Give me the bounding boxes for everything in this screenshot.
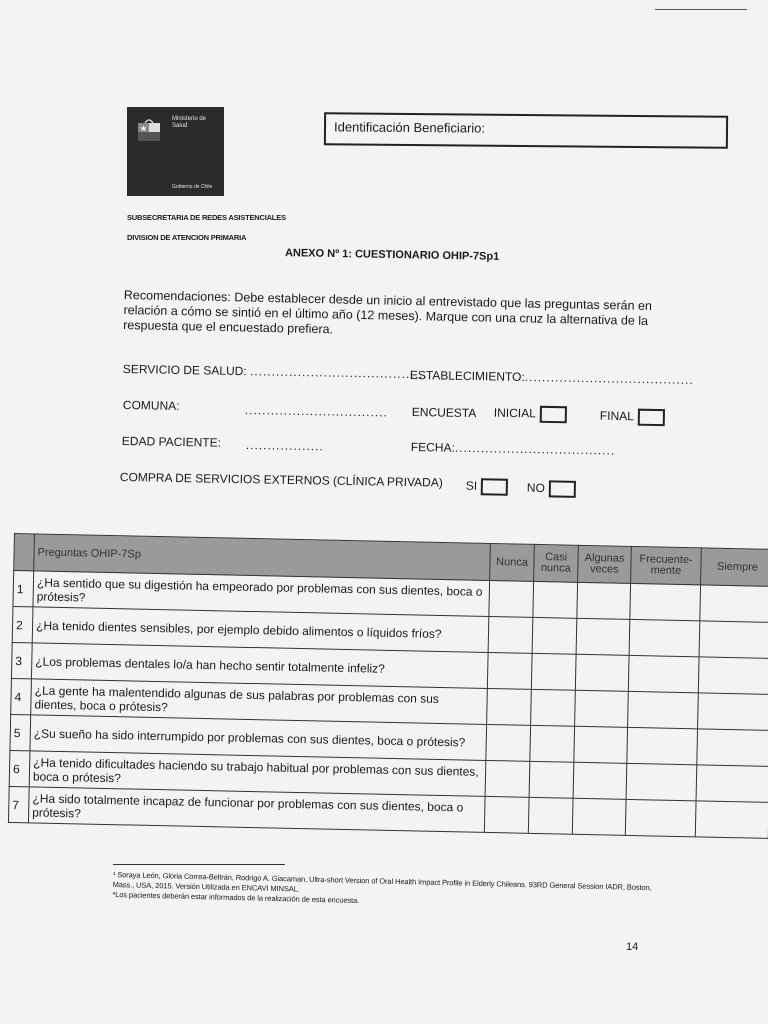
row-number: 2 [12,606,33,642]
answer-cell-algunas-veces[interactable] [576,618,630,655]
logo-subtext: Gobierno de Chile [172,184,213,190]
footnotes [112,870,653,913]
edad-dots[interactable]: .................. [245,438,325,454]
header-preguntas: Preguntas OHIP-7Sp [34,534,491,581]
final-checkbox[interactable] [638,409,665,426]
answer-cell-siempre[interactable] [697,729,768,767]
establecimiento-label: ESTABLECIMIENTO: [409,368,525,385]
row-number: 4 [11,678,32,714]
header-casi-nunca: Casi nunca [534,544,579,582]
answer-cell-siempre[interactable] [698,693,768,731]
answer-cell-nunca[interactable] [487,688,532,725]
answer-cell-casi-nunca[interactable] [531,689,576,726]
logo-text: Ministerio de Salud [172,116,207,129]
question-text: ¿Ha sentido que su digestión ha empeorado por problemas con sus dientes, boca o prótesis? [33,571,490,617]
answer-cell-siempre[interactable] [699,621,768,659]
question-text: ¿Ha sido totalmente incapaz de funcionar por problemas con sus dientes, boca o prótesis? [28,787,485,833]
subsecretaria-label: SUBSECRETARIA DE REDES ASISTENCIALES [127,213,286,222]
ohip-questionnaire-table [8,533,768,839]
answer-cell-algunas-veces[interactable] [577,582,631,619]
header-frecuentemente: Frecuente-mente [631,546,702,584]
recommendation-text: Recomendaciones: Debe establecer desde un inicio al entrevistado que las preguntas serán en relación a cómo se sintió en el último año (12 meses). Marque con una cruz la alternativa de la respuesta que el encuestado prefiera. [123,288,653,337]
row-number: 6 [9,750,30,786]
fecha-dots: ..................................... [454,440,616,458]
ministerio-logo [127,107,224,196]
footnote-citation: ¹ Soraya León, Gloria Correa-Beltrán, Rodrigo A. Giacaman, Ultra-short Version of Oral Health Impact Profile in Elderly Chileans. 93RD General Session IADR, Boston, Mass., USA, 2015. Versión Utilizada en ENCAVI MINSAL. [112,870,652,894]
division-label: DIVISION DE ATENCION PRIMARIA [127,233,247,242]
question-text: ¿Su sueño ha sido interrumpido por problemas con sus dientes, boca o prótesis? [30,715,487,761]
compra-label: COMPRA DE SERVICIOS EXTERNOS (CLÍNICA PRIVADA) [119,470,443,490]
answer-cell-algunas-veces[interactable] [574,726,628,763]
inicial-option[interactable] [494,405,567,423]
answer-cell-casi-nunca[interactable] [529,761,574,798]
answer-cell-siempre[interactable] [695,801,768,839]
beneficiary-id-label: Identificación Beneficiario: [333,119,486,136]
footnote-consent: *Los pacientes deberán estar informados de la realización de esta encuesta. [112,889,360,906]
si-label: SI [465,478,478,493]
question-text: ¿Ha tenido dificultades haciendo su trabajo habitual por problemas con sus dientes, boca o prótesis? [29,751,486,797]
chile-crest-icon [135,117,163,143]
si-option[interactable] [466,478,509,496]
row-number: 1 [13,571,34,607]
answer-cell-casi-nunca[interactable] [533,581,578,618]
encuesta-label: ENCUESTA [411,405,477,421]
top-scan-line [655,9,747,10]
answer-cell-algunas-veces[interactable] [575,654,629,691]
answer-cell-algunas-veces[interactable] [572,798,626,835]
inicial-label: INICIAL [493,405,536,421]
answer-cell-nunca[interactable] [487,652,532,689]
answer-cell-frecuentemente[interactable] [625,799,696,836]
comuna-dots[interactable]: ................................. [244,403,389,420]
establecimiento-dots: ....................................... [524,370,694,387]
header-num-cell [14,534,35,571]
ohip-table [8,533,768,839]
question-text: ¿Los problemas dentales lo/a han hecho sentir totalmente infeliz? [31,643,488,689]
footnote-divider [113,864,285,865]
answer-cell-algunas-veces[interactable] [573,762,627,799]
question-text: ¿La gente ha malentendido algunas de sus palabras por problemas con sus dientes, boca o prótesis? [31,679,488,725]
si-checkbox[interactable] [481,478,508,495]
header-nunca: Nunca [490,543,535,581]
answer-cell-frecuentemente[interactable] [628,655,699,692]
answer-cell-casi-nunca[interactable] [531,653,576,690]
no-checkbox[interactable] [549,480,576,497]
final-option[interactable] [600,408,665,426]
answer-cell-casi-nunca[interactable] [530,725,575,762]
answer-cell-nunca[interactable] [489,580,534,617]
beneficiary-id-box[interactable] [324,112,728,149]
answer-cell-siempre[interactable] [700,585,768,623]
header-siempre: Siempre [701,548,768,587]
fecha-label: FECHA: [410,440,456,455]
answer-cell-casi-nunca[interactable] [528,797,573,834]
answer-cell-frecuentemente[interactable] [627,727,698,764]
comuna-label: COMUNA: [122,398,180,413]
answer-cell-nunca[interactable] [485,760,530,797]
final-label: FINAL [599,408,634,424]
edad-label: EDAD PACIENTE: [121,434,222,450]
fecha-field[interactable] [411,440,616,458]
document-title: ANEXO Nº 1: CUESTIONARIO OHIP-7Sp1 [284,247,500,263]
answer-cell-algunas-veces[interactable] [575,690,629,727]
answer-cell-siempre[interactable] [698,657,768,695]
answer-cell-nunca[interactable] [486,724,531,761]
no-label: NO [526,480,545,495]
servicio-field[interactable] [123,362,428,381]
row-number: 7 [8,786,29,822]
answer-cell-frecuentemente[interactable] [628,691,699,728]
answer-cell-frecuentemente[interactable] [629,619,700,656]
row-number: 3 [11,642,32,678]
question-text: ¿Ha tenido dientes sensibles, por ejemplo debido alimentos o líquidos fríos? [32,607,489,653]
no-option[interactable] [527,480,576,498]
row-number: 5 [10,714,31,750]
answer-cell-nunca[interactable] [484,796,529,833]
answer-cell-frecuentemente[interactable] [626,763,697,800]
header-algunas-veces: Algunas veces [578,545,632,583]
page-number: 14 [626,941,639,953]
servicio-label: SERVICIO DE SALUD: [122,362,247,379]
establecimiento-field[interactable] [410,368,694,387]
inicial-checkbox[interactable] [540,406,567,423]
answer-cell-siempre[interactable] [696,765,768,803]
answer-cell-frecuentemente[interactable] [630,583,701,620]
answer-cell-casi-nunca[interactable] [532,617,577,654]
answer-cell-nunca[interactable] [488,616,533,653]
servicio-dots: ......................................... [249,364,428,382]
